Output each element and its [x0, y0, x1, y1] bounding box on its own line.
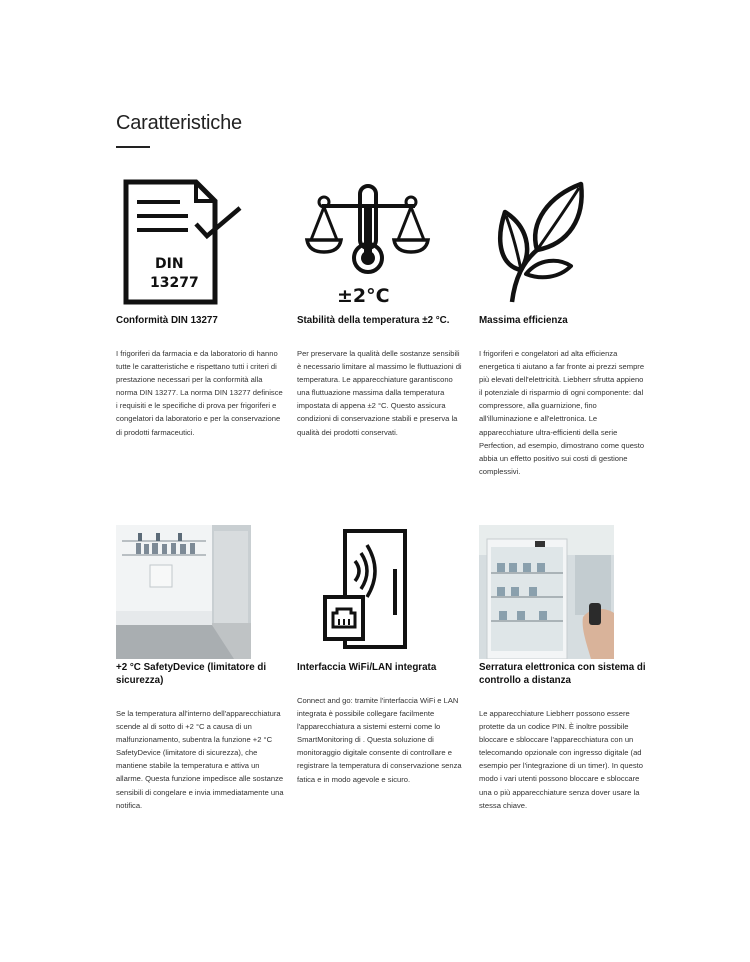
feature-body: Per preservare la qualità delle sostanze sensibili è necessario limitare al massimo le fluttuazioni di temperatura. Le apparecchiature garantiscono una fluttuazione massima dalla temperatura impostata di appena ±2 °C. Questo assicura condizioni di conservazione stabili e preserva la qualità dei prodotti conservati.: [297, 349, 462, 437]
title-underline: [116, 146, 150, 148]
feature-body: Connect and go: tramite l'interfaccia WiFi e LAN integrata è possibile collegare facilmente l'apparecchiatura a sistemi esterni come lo SmartMonitoring di . Questa soluzione di monitoraggio digitale consente di controllare e registrare la temperatura di conservazione senza fatica e in modo agevole e sicuro.: [297, 696, 462, 784]
feature-heading: Massima efficienza: [479, 315, 568, 326]
wifi-lan-door-icon: [297, 525, 465, 661]
fridge-interior-photo: [116, 525, 251, 659]
feature-body: I frigoriferi e congelatori ad alta efficienza energetica ti aiutano a far fronte ai prezzi sempre più elevati dell'elettricità. Liebherr sfrutta appieno il potenziale di risparmio di ogni componente: dal compressore, alla guarnizione, fino all'illuminazione e all'elettronica. Le apparecchiature ultra-efficienti della serie Perfection, ad esempio, dimostrano come questo abbia un effetto positivo sui costi di gestione complessivi.: [479, 349, 645, 476]
feature-card-remote-lock: [479, 525, 647, 812]
feature-heading: Serratura elettronica con sistema di controllo a distanza: [479, 662, 646, 686]
feature-heading: Stabilità della temperatura ±2 °C.: [297, 315, 450, 326]
feature-body: Le apparecchiature Liebherr possono essere protette da un codice PIN. È inoltre possibile bloccare e sbloccare l'apparecchiatura con un telecomando opzionale con ingresso digitale (ad esempio per l'integrazione di un timer). In questo modo i vari utenti possono bloccare e sbloccare una o più apparecchiature senza dover usare la stessa chiave.: [479, 709, 643, 810]
din-icon-text: DIN: [155, 256, 184, 272]
feature-body: Se la temperatura all'interno dell'apparecchiatura scende al di sotto di +2 °C a causa di un malfunzionamento, subentra la funzione +2 °C SafetyDevice (limitatore di sicurezza), che mantiene stabile la temperatura e attiva un allarme. Questa funzione impedisce alle sostanze sensibili di congelare e invia immediatamente una notifica.: [116, 709, 284, 810]
feature-heading: Conformità DIN 13277: [116, 315, 218, 326]
feature-body: I frigoriferi da farmacia e da laboratorio di hanno tutte le caratteristiche e rispettano tutti i criteri di prestazione necessari per la conformità alla norma DIN 13277. La norma DIN 13277 definisce i requisiti e le specifiche di prova per frigoriferi e congelatori da laboratorio e per la conservazione di prodotti farmaceutici.: [116, 349, 283, 437]
page-title: Caratteristiche: [116, 112, 242, 134]
feature-card-efficiency: [479, 178, 647, 478]
feature-card-din: [116, 178, 284, 439]
feature-card-wifi-lan: [297, 525, 465, 786]
feature-heading: Interfaccia WiFi/LAN integrata: [297, 662, 437, 673]
remote-lock-photo: [479, 525, 614, 659]
din-number-icon-text: 13277: [150, 275, 199, 291]
scale-thermometer-icon: [297, 178, 465, 314]
feature-card-safety-device: [116, 525, 284, 812]
feature-card-temperature: [297, 178, 465, 439]
din-document-check-icon: [116, 178, 284, 314]
temperature-icon-text: ±2°C: [337, 285, 390, 307]
leaf-plant-icon: [479, 178, 647, 314]
feature-heading: +2 °C SafetyDevice (limitatore di sicurezza): [116, 662, 267, 686]
